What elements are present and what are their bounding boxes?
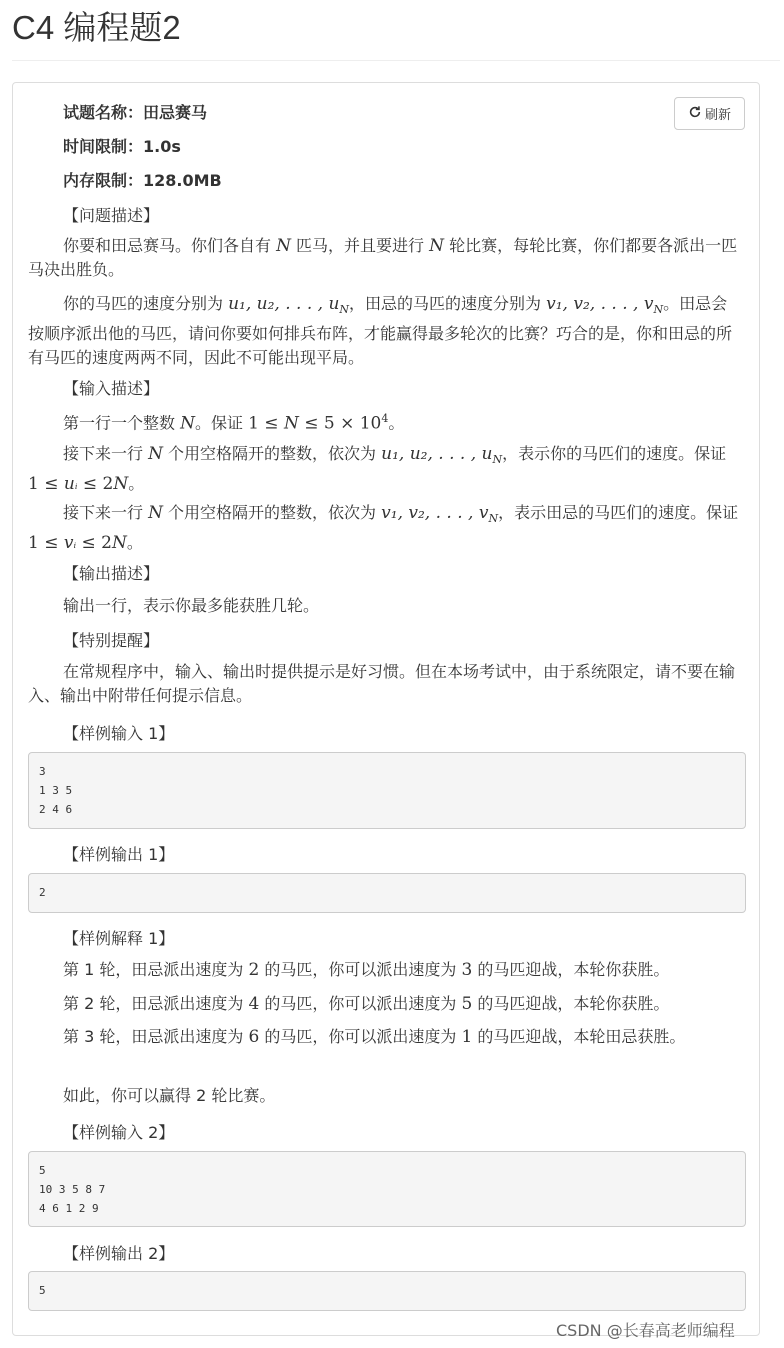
time-limit: 时间限制：1.0s [63, 137, 181, 156]
input-line-3: 接下来一行 N 个用空格隔开的整数，依次为 v₁, v₂, . . . , $v_N$，表示田忌的马匹们的速度。保证 1 ≤ vᵢ ≤ 2N。 [28, 503, 739, 554]
memory-limit: 内存限制：128.0MB [63, 171, 222, 190]
section-note-heading: 【特别提醒】 [63, 631, 160, 650]
section-sample-output-1-heading: 【样例输出 1】 [63, 845, 175, 864]
section-explain-1-heading: 【样例解释 1】 [63, 929, 175, 948]
explain-round-2: 第 2 轮，田忌派出速度为 4 的马匹，你可以派出速度为 5 的马匹迎战，本轮你获胜。 [63, 994, 670, 1014]
refresh-icon [688, 105, 702, 123]
input-line-1: 第一行一个整数 N。保证 $1 \le N \le 5 \times 10^4$。 [63, 412, 405, 434]
note-paragraph: 在常规程序中，输入、输出时提供提示是好习惯。但在本场考试中，由于系统限定，请不要在输入、输出中附带任何提示信息。 [28, 662, 736, 705]
section-sample-input-1-heading: 【样例输入 1】 [63, 724, 175, 743]
explain-round-3: 第 3 轮，田忌派出速度为 6 的马匹，你可以派出速度为 1 的马匹迎战，本轮田忌获胜。 [63, 1027, 686, 1047]
problem-paragraph-2: 你的马匹的速度分别为 u₁, u₂, . . . , $u_N$，田忌的马匹的速度分别为 v₁, v₂, . . . , $v_N$。田忌会按顺序派出他的马匹，请问你要如何排兵布阵，才能赢得最多轮次的比赛？巧合的是，你和田忌的所有马匹的速度两两不同，因此不可能出现平局。 [28, 294, 733, 368]
section-problem-heading: 【问题描述】 [63, 206, 160, 225]
problem-name: 试题名称：田忌赛马 [63, 103, 208, 122]
sample-input-2-block[interactable]: 5 10 3 5 8 7 4 6 1 2 9 [28, 1151, 746, 1227]
output-description: 输出一行，表示你最多能获胜几轮。 [63, 596, 320, 615]
input-line-2: 接下来一行 N 个用空格隔开的整数，依次为 u₁, u₂, . . . , $u_N$，表示你的马匹们的速度。保证 1 ≤ uᵢ ≤ 2N。 [28, 444, 727, 495]
explain-round-1: 第 1 轮，田忌派出速度为 2 的马匹，你可以派出速度为 3 的马匹迎战，本轮你获胜。 [63, 960, 670, 980]
sample-output-1-block[interactable]: 2 [28, 873, 746, 913]
refresh-button[interactable] [674, 97, 745, 130]
sample-output-2-block[interactable]: 5 [28, 1271, 746, 1311]
title-divider [12, 60, 780, 61]
section-output-heading: 【输出描述】 [63, 564, 160, 583]
section-sample-output-2-heading: 【样例输出 2】 [63, 1244, 175, 1263]
page-title: C4 编程题2 [12, 9, 181, 46]
csdn-watermark: CSDN @长春高老师编程 [556, 1321, 735, 1340]
explain-summary: 如此，你可以赢得 2 轮比赛。 [63, 1086, 276, 1105]
sample-input-1-block[interactable]: 3 1 3 5 2 4 6 [28, 752, 746, 829]
problem-paragraph-1: 你要和田忌赛马。你们各自有 N 匹马，并且要进行 N 轮比赛，每轮比赛，你们都要各派出一匹马决出胜负。 [28, 236, 738, 279]
refresh-label: 刷新 [704, 108, 731, 123]
section-input-heading: 【输入描述】 [63, 379, 160, 398]
section-sample-input-2-heading: 【样例输入 2】 [63, 1123, 175, 1142]
